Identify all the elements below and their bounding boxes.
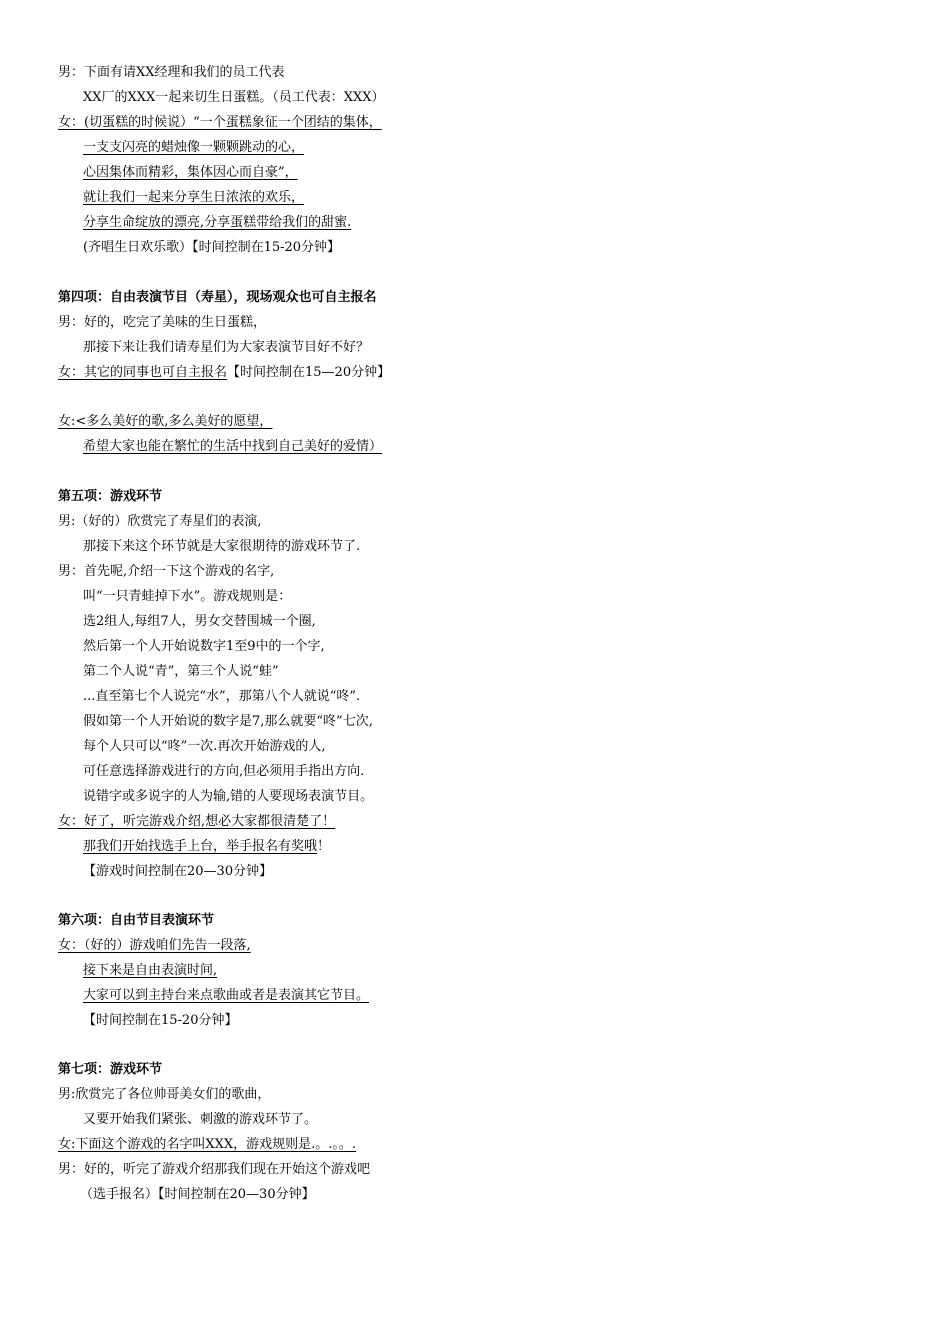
text-line: 那接下来这个环节就是大家很期待的游戏环节了. (83, 539, 361, 554)
text-line: 女:下面这个游戏的名字叫XXX，游戏规则是.。.。。. (58, 1137, 357, 1152)
text-span: 女：其它的同事也可自主报名 (58, 365, 228, 380)
text-line: 每个人只可以“咚”一次.再次开始游戏的人, (83, 739, 326, 754)
text-line: 大家可以到主持台来点歌曲或者是表演其它节目。 (83, 988, 370, 1003)
text-line: 男：好的，听完了游戏介绍那我们现在开始这个游戏吧 (58, 1162, 371, 1177)
text-line: 女：好了，听完游戏介绍,想必大家都很清楚了！ (58, 814, 336, 829)
text-line: 第二个人说“青”，第三个人说“蛙” (83, 664, 279, 679)
section-heading: 第五项：游戏环节 (58, 489, 163, 504)
text-line: ...直至第七个人说完“水”，那第八个人就说“咚”. (83, 689, 361, 704)
section-heading: 第七项：游戏环节 (58, 1062, 163, 1077)
text-line: XX厂的XXX一起来切生日蛋糕。（员工代表：XXX） (83, 90, 385, 105)
text-span: 那我们开始找选手上台，举手报名有奖哦 (83, 839, 318, 854)
text-line: 分享生命绽放的漂亮,分享蛋糕带给我们的甜蜜. (83, 215, 352, 230)
text-line: 就让我们一起来分享生日浓浓的欢乐， (83, 190, 305, 205)
text-line: 假如第一个人开始说的数字是7,那么就要“咚”七次, (83, 714, 373, 729)
text-line: 【时间控制在15-20分钟】 (83, 1013, 238, 1028)
text-line: 女：(切蛋糕的时候说）“一个蛋糕象征一个团结的集体， (58, 115, 382, 130)
text-line: 一支支闪亮的蜡烛像一颗颗跳动的心， (83, 140, 305, 155)
text-line: 说错字或多说字的人为输,错的人要现场表演节目。 (83, 789, 374, 804)
text-line: 叫“一只青蛙掉下水”。游戏规则是： (83, 589, 292, 604)
text-line: 男:（好的）欣赏完了寿星们的表演, (58, 514, 262, 529)
text-line: 希望大家也能在繁忙的生活中找到自己美好的爱情） (83, 439, 383, 454)
text-line: 男：首先呢,介绍一下这个游戏的名字, (58, 564, 275, 579)
text-line: 男:欣赏完了各位帅哥美女们的歌曲， (58, 1087, 271, 1102)
text-line: 女：（好的）游戏咱们先告一段落, (58, 938, 251, 953)
text-span: 【时间控制在15—20分钟】 (227, 365, 391, 380)
text-line: 心因集体而精彩，集体因心而自豪”， (83, 165, 298, 180)
text-line: 然后第一个人开始说数字1至9中的一个字, (83, 639, 325, 654)
text-line: (齐唱生日欢乐歌）【时间控制在15-20分钟】 (83, 240, 341, 255)
text-span: ！ (317, 839, 331, 854)
text-line: 女:<多么美好的歌,多么美好的愿望， (58, 414, 273, 429)
section-heading: 第四项：自由表演节目（寿星），现场观众也可自主报名 (58, 290, 377, 305)
text-line (83, 838, 330, 856)
text-line: 又要开始我们紧张、刺激的游戏环节了。 (83, 1112, 318, 1127)
text-line: 可任意选择游戏进行的方向,但必须用手指出方向. (83, 764, 365, 779)
text-line: 接下来是自由表演时间, (83, 963, 218, 978)
text-line: 选2组人,每组7人，男女交替围城一个圈, (83, 614, 316, 629)
text-line (58, 364, 390, 382)
text-line: 男：好的，吃完了美味的生日蛋糕， (58, 315, 267, 330)
text-line: 【游戏时间控制在20—30分钟】 (83, 864, 273, 879)
text-line: 男：下面有请XX经理和我们的员工代表 (58, 65, 285, 80)
section-heading: 第六项：自由节目表演环节 (58, 913, 215, 928)
text-line: 那接下来让我们请寿星们为大家表演节目好不好？ (83, 340, 370, 355)
text-line: （选手报名）【时间控制在20—30分钟】 (80, 1187, 315, 1202)
